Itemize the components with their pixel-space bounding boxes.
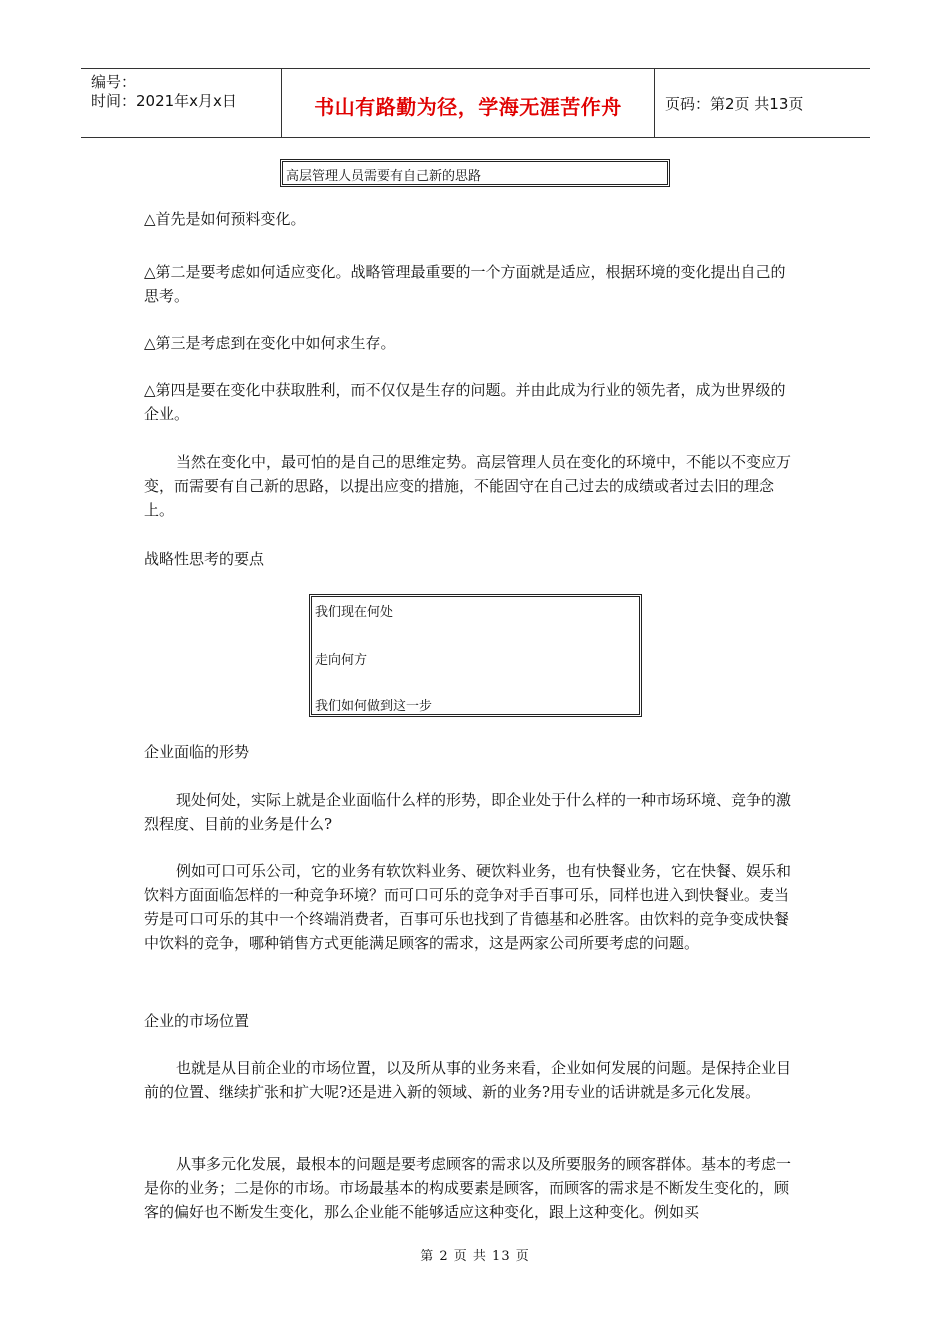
number-label: 编号： — [91, 73, 137, 91]
time-label: 时间：2021年x月x日 — [91, 92, 237, 110]
key-points-box — [309, 594, 642, 717]
page-info: 页码：第2页 共13页 — [665, 95, 804, 113]
page-header — [81, 68, 870, 138]
point-2: △第二是要考虑如何适应变化。战略管理最重要的一个方面就是适应，根据环境的变化提出自己的思考。 — [144, 263, 786, 305]
page-footer: 第 2 页 共 13 页 — [420, 1249, 530, 1264]
highlight-box — [280, 159, 670, 187]
header-meta-cell — [81, 69, 282, 137]
paragraph-change: 当然在变化中，最可怕的是自己的思维定势。高层管理人员在变化的环境中，不能以不变应万变，而需要有自己新的思路，以提出应变的措施，不能固守在自己过去的成绩或者过去旧的理念上。 — [144, 453, 792, 519]
paragraph-situation: 现处何处，实际上就是企业面临什么样的形势，即企业处于什么样的一种市场环境、竞争的激烈程度、目前的业务是什么? — [144, 791, 792, 833]
point-4: △第四是要在变化中获取胜利，而不仅仅是生存的问题。并由此成为行业的领先者，成为世界级的企业。 — [144, 381, 786, 423]
paragraph-diversify: 从事多元化发展，最根本的问题是要考虑顾客的需求以及所要服务的顾客群体。基本的考虑一是你的业务；二是你的市场。市场最基本的构成要素是顾客，而顾客的需求是不断发生变化的，顾客的偏好也不断发生变化，那么企业能不能够适应这种变化，跟上这种变化。例如买 — [144, 1155, 792, 1221]
point-1: △首先是如何预料变化。 — [144, 210, 306, 228]
motto: 书山有路勤为径，学海无涯苦作舟 — [314, 95, 622, 119]
header-motto-cell — [282, 69, 655, 137]
key-point-item: 我们如何做到这一步 — [315, 699, 433, 714]
heading-situation: 企业面临的形势 — [144, 743, 250, 761]
header-page-cell — [655, 69, 870, 137]
heading-key-points: 战略性思考的要点 — [144, 550, 265, 568]
key-point-item: 走向何方 — [315, 653, 368, 668]
highlight-box-text: 高层管理人员需要有自己新的思路 — [286, 169, 482, 184]
paragraph-position: 也就是从目前企业的市场位置，以及所从事的业务来看，企业如何发展的问题。是保持企业目前的位置、继续扩张和扩大呢?还是进入新的领域、新的业务?用专业的话讲就是多元化发展。 — [144, 1059, 792, 1101]
key-point-item: 我们现在何处 — [315, 605, 394, 620]
heading-position: 企业的市场位置 — [144, 1012, 250, 1030]
paragraph-example: 例如可口可乐公司，它的业务有软饮料业务、硬饮料业务，也有快餐业务，它在快餐、娱乐和饮料方面面临怎样的一种竞争环境？而可口可乐的竞争对手百事可乐，同样也进入到快餐业。麦当劳是可口可乐的其中一个终端消费者，百事可乐也找到了肯德基和必胜客。由饮料的竞争变成快餐中饮料的竞争，哪种销售方式更能满足顾客的需求，这是两家公司所要考虑的问题。 — [144, 862, 792, 952]
point-3: △第三是考虑到在变化中如何求生存。 — [144, 334, 396, 352]
